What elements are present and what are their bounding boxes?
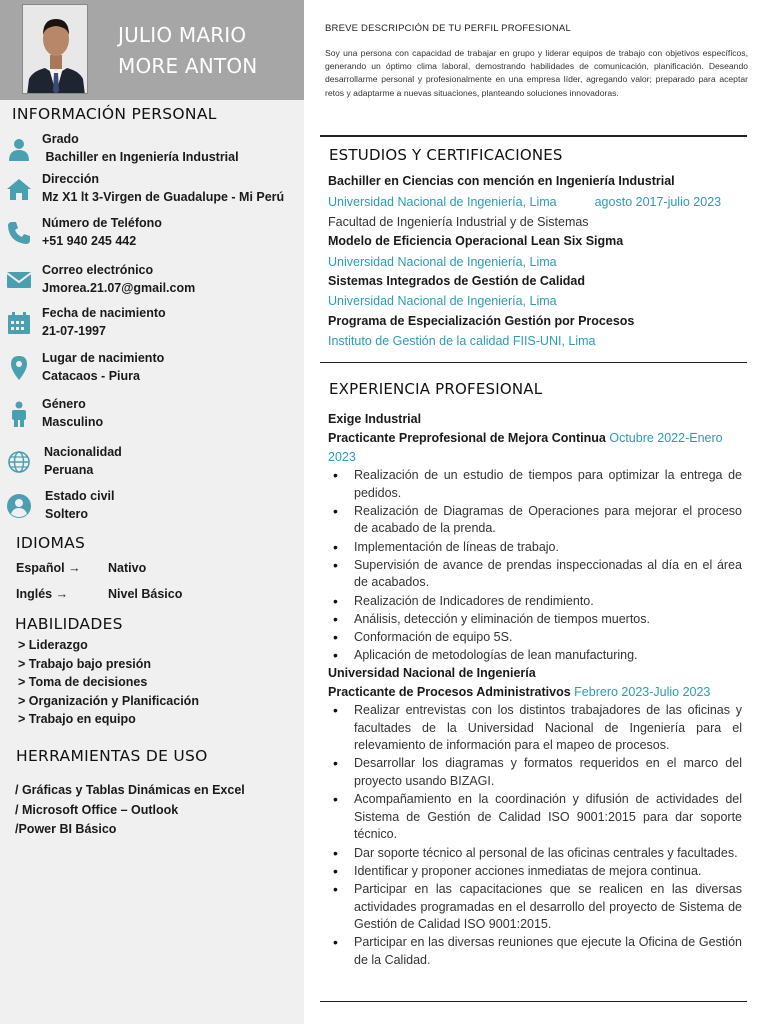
- list-item: • Desarrollar los diagramas y formatos requeridos en el marco del proyecto usando BIZAGI.: [328, 755, 742, 790]
- info-value: Bachiller en Ingeniería Industrial: [42, 150, 239, 164]
- divider: [320, 362, 747, 363]
- info-label: Grado: [42, 132, 79, 146]
- list-item: • Supervisión de avance de prendas inspeccionadas al día en el área de acabados.: [328, 557, 742, 592]
- info-item-correo: [0, 263, 304, 303]
- info-label: Correo electrónico: [42, 263, 154, 277]
- info-item-nacionalidad: [0, 445, 304, 485]
- list-item: • Implementación de líneas de trabajo.: [328, 539, 742, 557]
- calendar-icon: [6, 310, 32, 336]
- info-value: Soltero: [45, 507, 89, 521]
- skill-item: > Organización y Planificación: [18, 693, 199, 708]
- language-level: Nativo: [108, 561, 147, 575]
- list-item: • Participar en las capacitaciones que se realicen en las diversas actividades programadas en el desarrollo del proyecto de Sistema de Gestión de Calidad ISO 9001:2015.: [328, 881, 742, 934]
- job-role: Practicante de Procesos Administrativos: [328, 685, 571, 699]
- study-institution: Universidad Nacional de Ingeniería, Lima: [328, 255, 557, 269]
- info-label: Lugar de nacimiento: [42, 351, 165, 365]
- skill-item: > Trabajo bajo presión: [18, 656, 152, 671]
- study-certification: Modelo de Eficiencia Operacional Lean Six Sigma: [328, 234, 624, 248]
- tool-item: / Microsoft Office – Outlook: [15, 802, 179, 817]
- gender-icon: [6, 401, 32, 427]
- study-institution: Universidad Nacional de Ingeniería, Lima agosto 2017-julio 2023: [328, 195, 722, 209]
- job-dates: Febrero 2023-Julio 2023: [574, 685, 711, 699]
- study-faculty: Facultad de Ingeniería Industrial y de Sistemas: [328, 215, 589, 229]
- person-icon: [6, 136, 32, 162]
- info-item-direccion: [0, 172, 304, 212]
- job-company: Exige Industrial: [328, 412, 422, 426]
- personal-info-title: INFORMACIÓN PERSONAL: [12, 105, 217, 123]
- tools-title: HERRAMIENTAS DE USO: [16, 747, 208, 765]
- info-item-lugar: [0, 351, 304, 391]
- skills-title: HABILIDADES: [15, 615, 123, 633]
- user-circle-icon: [6, 493, 32, 519]
- tool-item: / Gráficas y Tablas Dinámicas en Excel: [15, 783, 245, 797]
- divider: [320, 135, 747, 137]
- info-value: +51 940 245 442: [42, 234, 137, 248]
- info-item-grado: [0, 132, 304, 172]
- info-item-fecha: [0, 306, 304, 346]
- profile-title: BREVE DESCRIPCIÓN DE TU PERFIL PROFESIONAL: [325, 23, 571, 34]
- list-item: • Identificar y proponer acciones inmediatas de mejora continua.: [328, 863, 742, 881]
- job-header: [328, 664, 742, 702]
- info-item-genero: [0, 397, 304, 437]
- job-company: Universidad Nacional de Ingeniería: [328, 666, 536, 680]
- languages-title: IDIOMAS: [16, 534, 86, 552]
- studies-title: ESTUDIOS Y CERTIFICACIONES: [329, 146, 563, 164]
- info-label: Dirección: [42, 172, 99, 186]
- job-bullets: [328, 702, 742, 970]
- list-item: • Conformación de equipo 5S.: [328, 629, 742, 647]
- list-item: • Análisis, detección y eliminación de tiempos muertos.: [328, 611, 742, 629]
- skill-item: > Trabajo en equipo: [18, 712, 136, 727]
- job-role: Practicante Preprofesional de Mejora Continua: [328, 431, 606, 445]
- sidebar: [0, 0, 304, 1024]
- person-name: JULIO MARIO MORE ANTON: [118, 23, 258, 78]
- list-item: • Realización de Indicadores de rendimiento.: [328, 593, 742, 611]
- tools-list: [15, 781, 245, 840]
- info-label: Fecha de nacimiento: [42, 306, 166, 320]
- study-certification: Programa de Especialización Gestión por Procesos: [328, 314, 635, 328]
- job-dates: Octubre 2022-Enero 2023: [328, 431, 723, 464]
- list-item: • Realización de Diagramas de Operaciones para mejorar el proceso de acabado de la prenda.: [328, 503, 742, 538]
- study-certification: Sistemas Integrados de Gestión de Calidad: [328, 274, 586, 288]
- skill-item: > Toma de decisiones: [18, 675, 148, 690]
- info-label: Género: [42, 397, 86, 411]
- home-icon: [6, 176, 32, 202]
- arrow-right-icon: →: [68, 561, 81, 575]
- list-item: • Realización de un estudio de tiempos para optimizar la entrega de pedidos.: [328, 467, 742, 502]
- info-value: Peruana: [44, 463, 94, 477]
- info-label: Estado civil: [45, 489, 115, 503]
- language-name: Español →: [16, 561, 81, 575]
- phone-icon: [6, 220, 32, 246]
- study-institution: Instituto de Gestión de la calidad FIIS-UNI, Lima: [328, 334, 596, 348]
- list-item: • Aplicación de metodologías de lean manufacturing.: [328, 647, 742, 665]
- job-bullets: [328, 467, 742, 665]
- profile-photo: [22, 4, 88, 94]
- info-value: Masculino: [42, 415, 104, 429]
- info-value: Mz X1 lt 3-Virgen de Guadalupe - Mi Perú: [42, 190, 285, 204]
- info-value: 21-07-1997: [42, 324, 106, 338]
- skills-list: [18, 636, 199, 729]
- info-value: Jmorea.21.07@gmail.com: [42, 281, 196, 295]
- info-item-telefono: [0, 216, 304, 256]
- location-pin-icon: [6, 355, 32, 381]
- divider: [320, 1001, 747, 1002]
- email-icon: [6, 267, 32, 293]
- job-header: [328, 410, 742, 467]
- info-label: Nacionalidad: [44, 445, 122, 459]
- info-item-estado-civil: [0, 489, 304, 529]
- list-item: • Dar soporte técnico al personal de las oficinas centrales y facultades.: [328, 845, 742, 863]
- profile-text: Soy una persona con capacidad de trabajar en grupo y liderar equipos de trabajo con objetivos específicos, generando un óptimo clima laboral, demostrando habilidades de comunicación, planificación. Deseando desarrollarme personal y profesionalmente en una empresa líder, agregando valor; preparado para aceptar retos y adaptarme a nuevas situaciones, planteando soluciones innovadoras.: [325, 48, 748, 98]
- experience-title: EXPERIENCIA PROFESIONAL: [329, 380, 543, 398]
- list-item: • Participar en las diversas reuniones que ejecute la Oficina de Gestión de la Calidad.: [328, 934, 742, 969]
- study-degree: Bachiller en Ciencias con mención en Ingeniería Industrial: [328, 174, 675, 188]
- study-dates: agosto 2017-julio 2023: [594, 195, 722, 209]
- info-label: Número de Teléfono: [42, 216, 162, 230]
- language-name: Inglés →: [16, 587, 69, 601]
- globe-icon: [6, 449, 32, 475]
- list-item: • Realizar entrevistas con los distintos trabajadores de las oficinas y facultades de la Universidad Nacional de Ingeniería para el relevamiento de información para el mapeo de procesos.: [328, 702, 742, 755]
- skill-item: > Liderazgo: [18, 638, 88, 652]
- list-item: • Acompañamiento en la coordinación y difusión de actividades del Sistema de Gestión de Calidad ISO 9001:2015 para dar soporte técnico.: [328, 791, 742, 844]
- arrow-right-icon: →: [55, 587, 69, 601]
- study-institution: Universidad Nacional de Ingeniería, Lima: [328, 294, 557, 308]
- info-value: Catacaos - Piura: [42, 369, 140, 383]
- tool-item: /Power BI Básico: [15, 822, 117, 836]
- language-level: Nivel Básico: [108, 587, 183, 601]
- header-band: [0, 0, 304, 100]
